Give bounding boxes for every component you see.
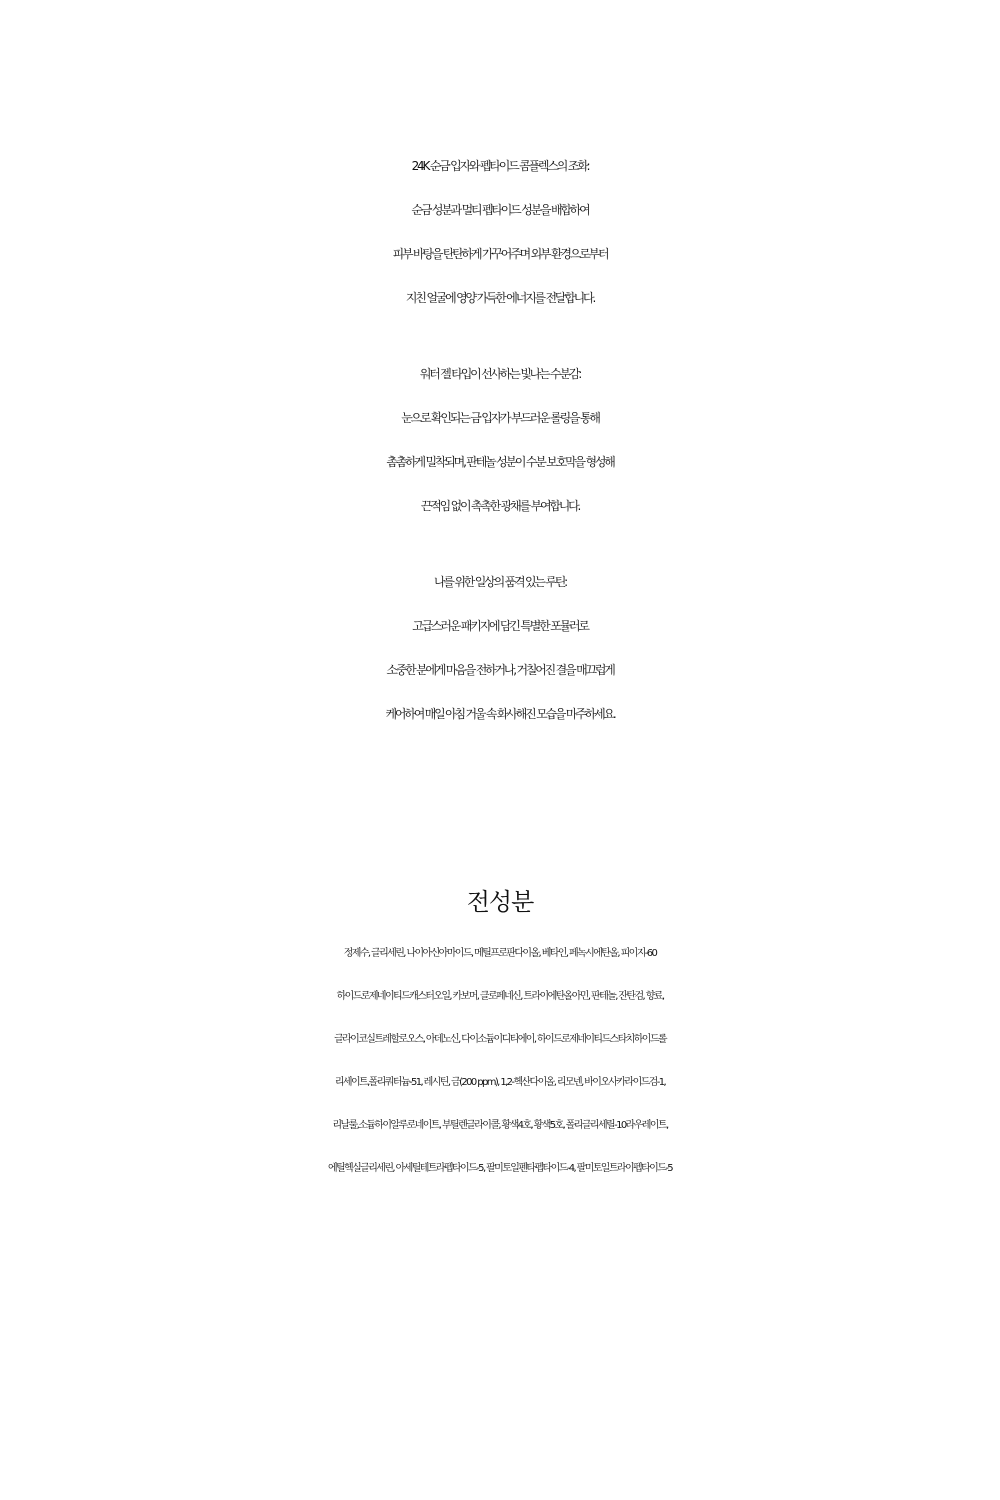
feature-line: 24K 순금 입자와 펩타이드 콤플렉스의 조화:	[411, 159, 589, 173]
ingredients-line: 하이드로제네이티드캐스터오일, 카보머, 클로페네신, 트라이에탄올아민, 판테놀, 잔탄검, 향료,	[336, 991, 664, 1002]
ingredients-line: 리세이트,폴리쿼터늄-51, 레시틴, 금(200 ppm), 1,2-헥산다이올, 리모넨, 바이오사카라이드검-1,	[334, 1077, 666, 1088]
feature-gold-peptide	[0, 144, 1000, 320]
feature-daily-routine	[0, 560, 1000, 736]
feature-line: 눈으로 확인되는 금 입자가 부드러운 롤링을 통해	[401, 411, 599, 425]
ingredients-heading: 전성분	[466, 888, 534, 916]
feature-line: 고급스러운 패키지에 담긴 특별한 포뮬러로	[412, 619, 588, 633]
feature-line: 끈적임 없이 촉촉한 광채를 부여합니다.	[420, 499, 580, 513]
ingredients-line: 글라이코실트레할로오스, 아데노신, 다이소듐이디티에이, 하이드로제네이티드스타치하이드롤	[334, 1034, 666, 1045]
feature-line: 촘촘하게 밀착되며, 판테놀 성분이 수분 보호막을 형성해	[386, 455, 614, 469]
feature-line: 나를 위한 일상의 품격 있는 루틴:	[433, 575, 566, 589]
feature-line: 순금 성분과 멀티 펩타이드 성분을 배합하여	[411, 203, 589, 217]
ingredients-line: 에틸헥실글리세린, 아세틸테트라펩타이드-5, 팔미토일펜타펩타이드-4, 팔미토일트라이펩타이드-5	[327, 1163, 673, 1174]
ingredients-line: 리날룰,소듐하이알루로네이트, 부틸렌글라이콜, 황색4호, 황색5호, 폴리글리세릴-10라우레이트,	[332, 1120, 668, 1131]
feature-line: 지친 얼굴에 영양 가득한 에너지를 전달합니다.	[405, 291, 595, 305]
ingredients-section	[0, 880, 1000, 1190]
feature-water-gel	[0, 352, 1000, 528]
feature-line: 피부 바탕을 탄탄하게 가꾸어주며 외부 환경으로부터	[392, 247, 608, 261]
ingredients-line: 정제수, 글리세린, 나이아신아마이드, 메틸프로판다이올, 베타인, 페녹시에탄올, 피이지-60	[343, 948, 657, 959]
feature-line: 워터 젤 타입이 선사하는 빛나는 수분감:	[419, 367, 581, 381]
feature-line: 소중한 분에게 마음을 전하거나, 거칠어진 결을 매끄럽게	[386, 663, 614, 677]
feature-line: 케어하여 매일 아침 거울 속 화사해진 모습을 마주하세요.	[385, 707, 615, 721]
